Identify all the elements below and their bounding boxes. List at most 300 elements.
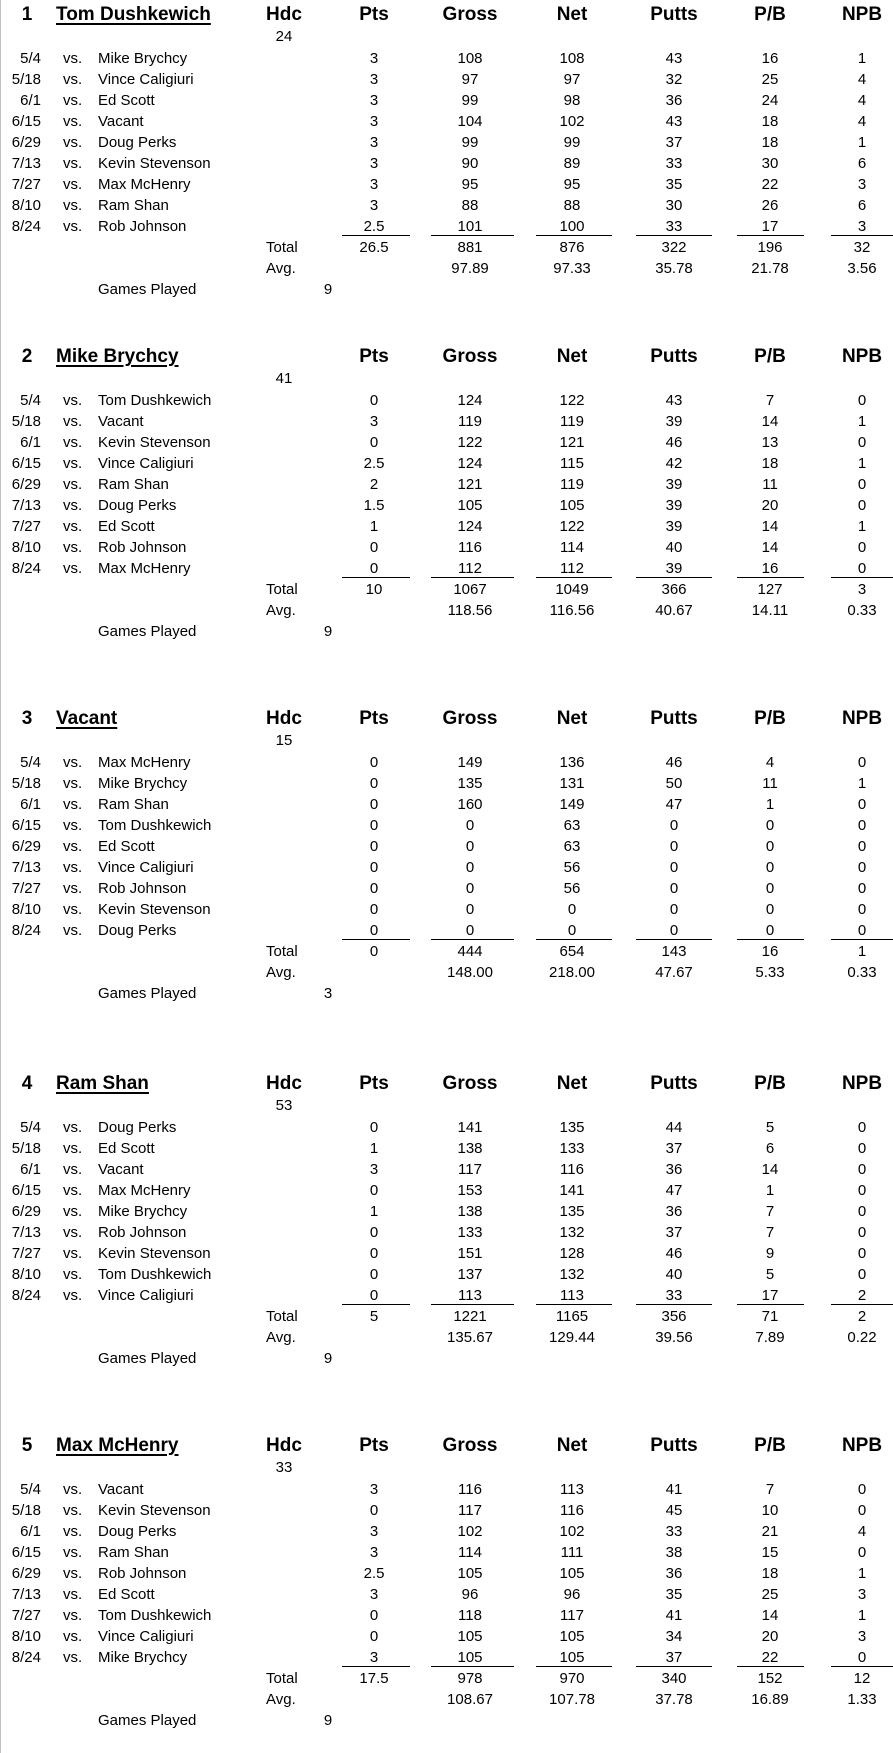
pts-cell: 0 — [369, 1224, 379, 1241]
player-name: Tom Dushkewich — [56, 4, 211, 25]
avg-npb: 1.33 — [847, 1691, 877, 1708]
match-row — [1, 453, 893, 474]
gross-cell: 133 — [457, 1224, 483, 1241]
npb-cell: 0 — [857, 796, 867, 813]
vs-label: vs. — [63, 1607, 83, 1624]
opponent-name: Vince Caligiuri — [98, 455, 194, 472]
pts-cell: 3 — [369, 134, 379, 151]
npb-cell: 0 — [857, 901, 867, 918]
pts-cell: 0 — [369, 859, 379, 876]
total-net: 970 — [559, 1670, 585, 1687]
putts-cell: 32 — [665, 71, 683, 88]
total-divider — [737, 1304, 804, 1305]
match-row — [1, 1479, 893, 1500]
vs-label: vs. — [63, 176, 83, 193]
gross-cell: 90 — [461, 155, 479, 172]
opponent-name: Rob Johnson — [98, 880, 187, 897]
gross-cell: 118 — [458, 1607, 482, 1624]
pb-cell: 7 — [765, 1203, 775, 1220]
total-pts: 5 — [369, 1308, 379, 1325]
npb-cell: 0 — [857, 560, 867, 577]
net-cell: 149 — [559, 796, 585, 813]
match-row — [1, 836, 893, 857]
pb-header: P/B — [754, 1435, 786, 1456]
total-label: Total — [266, 1670, 298, 1687]
avg-putts: 40.67 — [655, 602, 693, 619]
gross-header: Gross — [442, 1073, 498, 1094]
player-rank: 2 — [21, 346, 33, 367]
pb-cell: 0 — [765, 817, 775, 834]
pts-cell: 0 — [369, 922, 379, 939]
match-row — [1, 1605, 893, 1626]
putts-cell: 36 — [665, 1203, 683, 1220]
total-pts: 0 — [369, 943, 379, 960]
vs-label: vs. — [63, 1649, 83, 1666]
total-gross: 1221 — [453, 1308, 487, 1325]
total-divider — [831, 939, 893, 940]
match-row — [1, 1542, 893, 1563]
opponent-name: Doug Perks — [98, 1119, 177, 1136]
pts-cell: 0 — [369, 1502, 379, 1519]
match-row — [1, 920, 893, 941]
match-date: 7/13 — [11, 497, 41, 514]
putts-header: Putts — [650, 4, 698, 25]
total-divider — [636, 939, 712, 940]
net-cell: 112 — [560, 560, 584, 577]
net-cell: 100 — [559, 218, 585, 235]
putts-cell: 40 — [665, 1266, 683, 1283]
pts-cell: 0 — [369, 775, 379, 792]
net-cell: 136 — [559, 754, 585, 771]
total-putts: 143 — [661, 943, 687, 960]
hdc-header: Hdc — [266, 708, 302, 729]
putts-cell: 33 — [665, 155, 683, 172]
putts-cell: 47 — [665, 796, 683, 813]
pb-cell: 10 — [761, 1502, 779, 1519]
net-cell: 96 — [563, 1586, 581, 1603]
match-row — [1, 1222, 893, 1243]
match-row — [1, 69, 893, 90]
match-date: 6/15 — [11, 1544, 41, 1561]
vs-label: vs. — [63, 518, 83, 535]
opponent-name: Vacant — [98, 1481, 144, 1498]
gross-cell: 117 — [458, 1161, 482, 1178]
pts-cell: 3 — [369, 155, 379, 172]
match-row — [1, 752, 893, 773]
pb-cell: 21 — [761, 1523, 779, 1540]
putts-header: Putts — [650, 1073, 698, 1094]
opponent-name: Ed Scott — [98, 1586, 155, 1603]
gross-cell: 0 — [465, 922, 475, 939]
avg-label: Avg. — [266, 602, 296, 619]
opponent-name: Mike Brychcy — [98, 1649, 188, 1666]
avg-pb: 7.89 — [755, 1329, 785, 1346]
match-date: 5/4 — [20, 50, 41, 67]
npb-cell: 4 — [857, 92, 867, 109]
total-label: Total — [266, 239, 298, 256]
net-cell: 89 — [563, 155, 581, 172]
avg-label: Avg. — [266, 1691, 296, 1708]
match-date: 6/1 — [20, 434, 41, 451]
player-block — [1, 0, 893, 320]
match-row — [1, 153, 893, 174]
putts-cell: 0 — [669, 817, 679, 834]
npb-cell: 3 — [857, 176, 867, 193]
match-date: 5/18 — [11, 413, 41, 430]
match-date: 7/27 — [11, 1245, 41, 1262]
total-net: 1049 — [555, 581, 589, 598]
vs-label: vs. — [63, 1481, 83, 1498]
player-name: Max McHenry — [56, 1435, 179, 1456]
npb-cell: 0 — [857, 1502, 867, 1519]
match-row — [1, 1201, 893, 1222]
total-label: Total — [266, 581, 298, 598]
total-pts: 17.5 — [359, 1670, 389, 1687]
npb-cell: 6 — [857, 197, 867, 214]
player-name: Vacant — [56, 708, 118, 729]
putts-cell: 37 — [665, 1649, 683, 1666]
vs-label: vs. — [63, 1586, 83, 1603]
vs-label: vs. — [63, 134, 83, 151]
vs-label: vs. — [63, 476, 83, 493]
total-putts: 340 — [661, 1670, 687, 1687]
match-date: 7/27 — [11, 880, 41, 897]
net-header: Net — [556, 1073, 588, 1094]
gross-cell: 0 — [465, 901, 475, 918]
total-npb: 12 — [853, 1670, 871, 1687]
pts-cell: 3 — [369, 176, 379, 193]
pts-cell: 3 — [369, 1649, 379, 1666]
pb-cell: 15 — [761, 1544, 779, 1561]
net-cell: 0 — [567, 901, 577, 918]
pts-cell: 0 — [369, 796, 379, 813]
pts-cell: 0 — [369, 539, 379, 556]
match-row — [1, 174, 893, 195]
pts-cell: 0 — [369, 1266, 379, 1283]
pb-header: P/B — [754, 346, 786, 367]
vs-label: vs. — [63, 796, 83, 813]
npb-cell: 0 — [857, 1649, 867, 1666]
handicap-value: 24 — [275, 28, 293, 45]
net-cell: 56 — [563, 859, 581, 876]
player-rank: 5 — [21, 1435, 33, 1456]
total-gross: 881 — [457, 239, 483, 256]
pb-cell: 17 — [761, 1287, 779, 1304]
vs-label: vs. — [63, 92, 83, 109]
match-date: 6/29 — [11, 1203, 41, 1220]
match-date: 6/15 — [11, 113, 41, 130]
net-cell: 115 — [560, 455, 584, 472]
avg-pb: 21.78 — [751, 260, 789, 277]
gross-cell: 101 — [457, 218, 483, 235]
total-net: 1165 — [555, 1308, 589, 1325]
pts-cell: 0 — [369, 1182, 379, 1199]
vs-label: vs. — [63, 754, 83, 771]
gross-cell: 0 — [465, 838, 475, 855]
pb-cell: 18 — [761, 113, 779, 130]
match-date: 7/13 — [11, 859, 41, 876]
gross-cell: 116 — [458, 1481, 482, 1498]
pts-cell: 1.5 — [363, 497, 385, 514]
npb-cell: 0 — [857, 1224, 867, 1241]
vs-label: vs. — [63, 901, 83, 918]
npb-cell: 3 — [857, 1628, 867, 1645]
gross-header: Gross — [442, 708, 498, 729]
npb-cell: 0 — [857, 922, 867, 939]
pts-cell: 3 — [369, 413, 379, 430]
putts-cell: 36 — [665, 92, 683, 109]
opponent-name: Max McHenry — [98, 1182, 191, 1199]
gross-header: Gross — [442, 1435, 498, 1456]
total-npb: 3 — [857, 581, 867, 598]
vs-label: vs. — [63, 413, 83, 430]
pts-cell: 0 — [369, 434, 379, 451]
net-cell: 105 — [559, 1649, 585, 1666]
pb-cell: 9 — [765, 1245, 775, 1262]
pts-cell: 3 — [369, 113, 379, 130]
total-pb: 127 — [757, 581, 783, 598]
total-pb: 71 — [761, 1308, 779, 1325]
hdc-header: Hdc — [266, 4, 302, 25]
putts-cell: 0 — [669, 880, 679, 897]
avg-putts: 35.78 — [655, 260, 693, 277]
match-date: 8/24 — [11, 922, 41, 939]
opponent-name: Vacant — [98, 113, 144, 130]
total-pts: 10 — [365, 581, 383, 598]
vs-label: vs. — [63, 1140, 83, 1157]
opponent-name: Doug Perks — [98, 497, 177, 514]
match-date: 6/29 — [11, 134, 41, 151]
pts-cell: 0 — [369, 901, 379, 918]
pb-cell: 11 — [762, 775, 778, 792]
putts-cell: 46 — [665, 754, 683, 771]
vs-label: vs. — [63, 1161, 83, 1178]
match-date: 8/10 — [11, 901, 41, 918]
vs-label: vs. — [63, 1544, 83, 1561]
gross-cell: 108 — [457, 50, 483, 67]
match-row — [1, 1563, 893, 1584]
total-label: Total — [266, 1308, 298, 1325]
pb-cell: 14 — [761, 539, 779, 556]
net-cell: 117 — [560, 1607, 584, 1624]
net-cell: 122 — [559, 392, 585, 409]
match-row — [1, 390, 893, 411]
putts-cell: 0 — [669, 838, 679, 855]
handicap-value: 33 — [275, 1459, 293, 1476]
total-divider — [342, 235, 410, 236]
avg-net: 116.56 — [549, 602, 595, 619]
npb-cell: 3 — [857, 1586, 867, 1603]
pts-cell: 3 — [369, 1481, 379, 1498]
pb-cell: 25 — [761, 71, 779, 88]
net-cell: 132 — [559, 1266, 585, 1283]
vs-label: vs. — [63, 497, 83, 514]
match-row — [1, 1285, 893, 1306]
match-date: 8/24 — [11, 560, 41, 577]
net-header: Net — [556, 4, 588, 25]
match-date: 6/1 — [20, 1523, 41, 1540]
gross-cell: 112 — [458, 560, 482, 577]
gross-cell: 149 — [457, 754, 483, 771]
gross-cell: 135 — [457, 775, 483, 792]
pb-cell: 0 — [765, 859, 775, 876]
pb-cell: 0 — [765, 922, 775, 939]
pb-cell: 24 — [761, 92, 779, 109]
games-played-value: 9 — [323, 1350, 333, 1367]
opponent-name: Vince Caligiuri — [98, 71, 194, 88]
vs-label: vs. — [63, 880, 83, 897]
npb-cell: 1 — [857, 1607, 867, 1624]
pts-cell: 1 — [369, 1203, 379, 1220]
match-date: 8/24 — [11, 1649, 41, 1666]
opponent-name: Vince Caligiuri — [98, 1287, 194, 1304]
gross-cell: 116 — [458, 539, 482, 556]
pts-header: Pts — [359, 1073, 389, 1094]
total-pb: 152 — [757, 1670, 783, 1687]
total-putts: 322 — [661, 239, 687, 256]
total-divider — [831, 235, 893, 236]
opponent-name: Ed Scott — [98, 838, 155, 855]
vs-label: vs. — [63, 922, 83, 939]
putts-cell: 33 — [665, 1287, 683, 1304]
total-npb: 2 — [857, 1308, 867, 1325]
net-cell: 113 — [560, 1481, 584, 1498]
total-divider — [536, 939, 612, 940]
pb-cell: 14 — [761, 1607, 779, 1624]
vs-label: vs. — [63, 1502, 83, 1519]
handicap-value: 15 — [275, 732, 293, 749]
pts-cell: 0 — [369, 1287, 379, 1304]
match-date: 6/29 — [11, 838, 41, 855]
avg-npb: 0.33 — [847, 602, 877, 619]
npb-cell: 0 — [857, 1119, 867, 1136]
putts-header: Putts — [650, 346, 698, 367]
npb-cell: 1 — [857, 518, 867, 535]
pts-header: Pts — [359, 1435, 389, 1456]
pb-cell: 0 — [765, 838, 775, 855]
match-date: 8/10 — [11, 197, 41, 214]
opponent-name: Doug Perks — [98, 134, 177, 151]
net-cell: 135 — [559, 1203, 585, 1220]
net-cell: 63 — [563, 838, 581, 855]
match-row — [1, 474, 893, 495]
gross-cell: 99 — [461, 134, 479, 151]
pb-cell: 16 — [761, 50, 779, 67]
games-played-label: Games Played — [98, 1712, 197, 1729]
opponent-name: Tom Dushkewich — [98, 392, 212, 409]
match-date: 8/24 — [11, 1287, 41, 1304]
putts-cell: 35 — [665, 176, 683, 193]
match-row — [1, 1626, 893, 1647]
total-putts: 356 — [661, 1308, 687, 1325]
npb-cell: 0 — [857, 392, 867, 409]
match-date: 6/15 — [11, 817, 41, 834]
net-cell: 105 — [559, 1565, 585, 1582]
total-divider — [636, 235, 712, 236]
pb-header: P/B — [754, 1073, 786, 1094]
gross-cell: 104 — [457, 113, 483, 130]
avg-pb: 5.33 — [755, 964, 785, 981]
gross-cell: 117 — [458, 1502, 482, 1519]
npb-cell: 0 — [857, 1544, 867, 1561]
player-rank: 4 — [21, 1073, 33, 1094]
total-divider — [737, 577, 804, 578]
match-date: 6/29 — [11, 1565, 41, 1582]
games-played-label: Games Played — [98, 623, 197, 640]
pb-cell: 30 — [761, 155, 779, 172]
player-rank: 1 — [21, 4, 33, 25]
opponent-name: Max McHenry — [98, 176, 191, 193]
vs-label: vs. — [63, 859, 83, 876]
pts-header: Pts — [359, 708, 389, 729]
gross-cell: 96 — [461, 1586, 479, 1603]
avg-label: Avg. — [266, 260, 296, 277]
match-date: 7/27 — [11, 176, 41, 193]
match-row — [1, 48, 893, 69]
avg-putts: 39.56 — [655, 1329, 693, 1346]
handicap-value: 41 — [275, 370, 293, 387]
net-cell: 95 — [563, 176, 581, 193]
total-divider — [636, 1666, 712, 1667]
putts-cell: 39 — [665, 413, 683, 430]
net-cell: 99 — [563, 134, 581, 151]
match-date: 6/29 — [11, 476, 41, 493]
opponent-name: Kevin Stevenson — [98, 1245, 211, 1262]
total-divider — [431, 235, 514, 236]
pts-header: Pts — [359, 346, 389, 367]
pts-cell: 2 — [369, 476, 379, 493]
net-cell: 119 — [560, 476, 584, 493]
putts-cell: 0 — [669, 859, 679, 876]
total-net: 654 — [559, 943, 585, 960]
npb-cell: 0 — [857, 434, 867, 451]
npb-cell: 1 — [857, 50, 867, 67]
avg-net: 129.44 — [549, 1329, 595, 1346]
gross-cell: 122 — [457, 434, 483, 451]
opponent-name: Doug Perks — [98, 1523, 177, 1540]
net-cell: 97 — [563, 71, 581, 88]
match-date: 6/1 — [20, 1161, 41, 1178]
opponent-name: Ed Scott — [98, 1140, 155, 1157]
vs-label: vs. — [63, 560, 83, 577]
opponent-name: Mike Brychcy — [98, 50, 188, 67]
gross-cell: 99 — [461, 92, 479, 109]
pts-cell: 0 — [369, 560, 379, 577]
games-played-value: 9 — [323, 281, 333, 298]
handicap-value: 53 — [275, 1097, 293, 1114]
match-row — [1, 1180, 893, 1201]
npb-cell: 0 — [857, 880, 867, 897]
gross-cell: 160 — [457, 796, 483, 813]
vs-label: vs. — [63, 1182, 83, 1199]
net-cell: 0 — [567, 922, 577, 939]
match-date: 5/4 — [20, 1119, 41, 1136]
npb-cell: 4 — [857, 1523, 867, 1540]
total-divider — [342, 939, 410, 940]
pts-cell: 0 — [369, 880, 379, 897]
net-cell: 98 — [563, 92, 581, 109]
npb-cell: 1 — [857, 134, 867, 151]
match-date: 8/10 — [11, 539, 41, 556]
opponent-name: Rob Johnson — [98, 1224, 187, 1241]
total-divider — [536, 1666, 612, 1667]
npb-cell: 3 — [857, 218, 867, 235]
net-cell: 116 — [560, 1502, 584, 1519]
opponent-name: Rob Johnson — [98, 218, 187, 235]
putts-cell: 37 — [665, 1224, 683, 1241]
match-row — [1, 857, 893, 878]
total-divider — [431, 1304, 514, 1305]
